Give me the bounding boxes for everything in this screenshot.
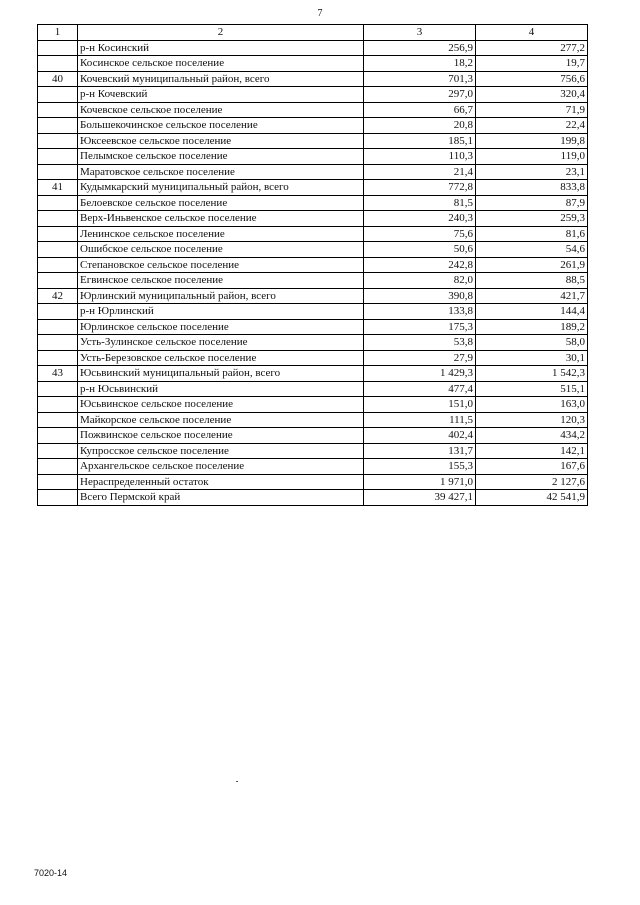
value-col-4-cell: 42 541,9 — [476, 490, 588, 506]
table-row — [38, 211, 588, 227]
table-row — [38, 226, 588, 242]
value-col-3-cell: 1 429,3 — [364, 366, 476, 382]
value-col-3-cell: 131,7 — [364, 443, 476, 459]
row-number-cell — [38, 133, 78, 149]
row-number-cell — [38, 164, 78, 180]
row-number-cell — [38, 381, 78, 397]
territory-name-cell: Кудымкарский муниципальный район, всего — [78, 180, 364, 196]
value-col-3-cell: 66,7 — [364, 102, 476, 118]
row-number-cell — [38, 40, 78, 56]
value-col-3-cell: 175,3 — [364, 319, 476, 335]
value-col-3-cell: 27,9 — [364, 350, 476, 366]
territory-name-cell: Усть-Березовское сельское поселение — [78, 350, 364, 366]
territory-name-cell: Маратовское сельское поселение — [78, 164, 364, 180]
value-col-4-cell: 756,6 — [476, 71, 588, 87]
value-col-3-cell: 75,6 — [364, 226, 476, 242]
value-col-4-cell: 88,5 — [476, 273, 588, 289]
table-row — [38, 288, 588, 304]
value-col-3-cell: 133,8 — [364, 304, 476, 320]
value-col-3-cell: 240,3 — [364, 211, 476, 227]
row-number-cell — [38, 459, 78, 475]
table-row — [38, 180, 588, 196]
value-col-3-cell: 82,0 — [364, 273, 476, 289]
value-col-4-cell: 320,4 — [476, 87, 588, 103]
row-number-cell — [38, 242, 78, 258]
value-col-4-cell: 1 542,3 — [476, 366, 588, 382]
scan-speck — [236, 781, 238, 782]
row-number-cell — [38, 304, 78, 320]
value-col-4-cell: 189,2 — [476, 319, 588, 335]
value-col-4-cell: 421,7 — [476, 288, 588, 304]
territory-name-cell: Архангельское сельское поселение — [78, 459, 364, 475]
table-header — [38, 25, 588, 41]
territory-name-cell: Ленинское сельское поселение — [78, 226, 364, 242]
table-row — [38, 257, 588, 273]
value-col-4-cell: 2 127,6 — [476, 474, 588, 490]
header-row — [38, 25, 588, 41]
row-number-cell: 43 — [38, 366, 78, 382]
value-col-3-cell: 297,0 — [364, 87, 476, 103]
table-row — [38, 56, 588, 72]
table-row — [38, 242, 588, 258]
territory-name-cell: Купросское сельское поселение — [78, 443, 364, 459]
value-col-4-cell: 833,8 — [476, 180, 588, 196]
value-col-3-cell: 256,9 — [364, 40, 476, 56]
territory-name-cell: Ошибское сельское поселение — [78, 242, 364, 258]
territory-name-cell: Косинское сельское поселение — [78, 56, 364, 72]
table-row — [38, 102, 588, 118]
value-col-3-cell: 155,3 — [364, 459, 476, 475]
value-col-4-cell: 120,3 — [476, 412, 588, 428]
table-row — [38, 149, 588, 165]
value-col-4-cell: 71,9 — [476, 102, 588, 118]
territory-name-cell: р-н Косинский — [78, 40, 364, 56]
row-number-cell — [38, 226, 78, 242]
value-col-3-cell: 111,5 — [364, 412, 476, 428]
row-number-cell — [38, 397, 78, 413]
table-row — [38, 459, 588, 475]
value-col-4-cell: 119,0 — [476, 149, 588, 165]
territory-name-cell: Егвинское сельское поселение — [78, 273, 364, 289]
value-col-3-cell: 151,0 — [364, 397, 476, 413]
value-col-4-cell: 19,7 — [476, 56, 588, 72]
row-number-cell — [38, 149, 78, 165]
value-col-3-cell: 477,4 — [364, 381, 476, 397]
row-number-cell — [38, 350, 78, 366]
row-number-cell: 42 — [38, 288, 78, 304]
header-col-4: 4 — [476, 25, 588, 41]
value-col-3-cell: 242,8 — [364, 257, 476, 273]
territory-name-cell: р-н Юрлинский — [78, 304, 364, 320]
value-col-4-cell: 259,3 — [476, 211, 588, 227]
page-number: 7 — [317, 8, 323, 19]
territory-name-cell: Юрлинский муниципальный район, всего — [78, 288, 364, 304]
value-col-4-cell: 23,1 — [476, 164, 588, 180]
row-number-cell — [38, 319, 78, 335]
value-col-3-cell: 20,8 — [364, 118, 476, 134]
value-col-3-cell: 772,8 — [364, 180, 476, 196]
value-col-4-cell: 163,0 — [476, 397, 588, 413]
table-row — [38, 350, 588, 366]
table-row — [38, 381, 588, 397]
row-number-cell — [38, 443, 78, 459]
row-number-cell — [38, 195, 78, 211]
territory-name-cell: Юсьвинское сельское поселение — [78, 397, 364, 413]
territory-name-cell: р-н Кочевский — [78, 87, 364, 103]
table-row — [38, 118, 588, 134]
row-number-cell — [38, 490, 78, 506]
value-col-3-cell: 185,1 — [364, 133, 476, 149]
budget-table — [37, 24, 588, 506]
value-col-3-cell: 39 427,1 — [364, 490, 476, 506]
value-col-3-cell: 110,3 — [364, 149, 476, 165]
territory-name-cell: Кочевский муниципальный район, всего — [78, 71, 364, 87]
value-col-4-cell: 87,9 — [476, 195, 588, 211]
value-col-3-cell: 402,4 — [364, 428, 476, 444]
value-col-4-cell: 142,1 — [476, 443, 588, 459]
territory-name-cell: Юсьвинский муниципальный район, всего — [78, 366, 364, 382]
territory-name-cell: Майкорское сельское поселение — [78, 412, 364, 428]
territory-name-cell: Юрлинское сельское поселение — [78, 319, 364, 335]
row-number-cell — [38, 87, 78, 103]
table-row — [38, 443, 588, 459]
row-number-cell — [38, 257, 78, 273]
table-row — [38, 40, 588, 56]
header-col-2: 2 — [78, 25, 364, 41]
row-number-cell: 40 — [38, 71, 78, 87]
value-col-3-cell: 701,3 — [364, 71, 476, 87]
territory-name-cell: Верх-Иньвенское сельское поселение — [78, 211, 364, 227]
territory-name-cell: Всего Пермской край — [78, 490, 364, 506]
row-number-cell: 41 — [38, 180, 78, 196]
value-col-4-cell: 277,2 — [476, 40, 588, 56]
table-row — [38, 397, 588, 413]
value-col-3-cell: 390,8 — [364, 288, 476, 304]
value-col-3-cell: 1 971,0 — [364, 474, 476, 490]
value-col-4-cell: 261,9 — [476, 257, 588, 273]
territory-name-cell: р-н Юсьвинский — [78, 381, 364, 397]
table-row — [38, 87, 588, 103]
table-row — [38, 490, 588, 506]
value-col-4-cell: 54,6 — [476, 242, 588, 258]
value-col-4-cell: 167,6 — [476, 459, 588, 475]
value-col-3-cell: 81,5 — [364, 195, 476, 211]
table-row — [38, 273, 588, 289]
territory-name-cell: Нераспределенный остаток — [78, 474, 364, 490]
value-col-4-cell: 515,1 — [476, 381, 588, 397]
row-number-cell — [38, 273, 78, 289]
territory-name-cell: Кочевское сельское поселение — [78, 102, 364, 118]
value-col-4-cell: 144,4 — [476, 304, 588, 320]
table-row — [38, 319, 588, 335]
territory-name-cell: Большекочинское сельское поселение — [78, 118, 364, 134]
row-number-cell — [38, 474, 78, 490]
table-row — [38, 164, 588, 180]
value-col-3-cell: 50,6 — [364, 242, 476, 258]
value-col-3-cell: 53,8 — [364, 335, 476, 351]
table-row — [38, 366, 588, 382]
table-row — [38, 304, 588, 320]
table-row — [38, 412, 588, 428]
header-col-1: 1 — [38, 25, 78, 41]
table-row — [38, 71, 588, 87]
value-col-4-cell: 22,4 — [476, 118, 588, 134]
row-number-cell — [38, 56, 78, 72]
table-body — [38, 40, 588, 505]
value-col-4-cell: 434,2 — [476, 428, 588, 444]
value-col-4-cell: 81,6 — [476, 226, 588, 242]
territory-name-cell: Пожвинское сельское поселение — [78, 428, 364, 444]
value-col-4-cell: 199,8 — [476, 133, 588, 149]
row-number-cell — [38, 211, 78, 227]
territory-name-cell: Юксеевское сельское поселение — [78, 133, 364, 149]
table-row — [38, 133, 588, 149]
table-row — [38, 428, 588, 444]
header-col-3: 3 — [364, 25, 476, 41]
row-number-cell — [38, 412, 78, 428]
row-number-cell — [38, 118, 78, 134]
value-col-3-cell: 18,2 — [364, 56, 476, 72]
territory-name-cell: Усть-Зулинское сельское поселение — [78, 335, 364, 351]
row-number-cell — [38, 428, 78, 444]
value-col-4-cell: 58,0 — [476, 335, 588, 351]
territory-name-cell: Степановское сельское поселение — [78, 257, 364, 273]
footer-code: 7020-14 — [34, 868, 68, 878]
table-row — [38, 335, 588, 351]
territory-name-cell: Пелымское сельское поселение — [78, 149, 364, 165]
territory-name-cell: Белоевское сельское поселение — [78, 195, 364, 211]
table-row — [38, 474, 588, 490]
value-col-4-cell: 30,1 — [476, 350, 588, 366]
value-col-3-cell: 21,4 — [364, 164, 476, 180]
row-number-cell — [38, 102, 78, 118]
table-row — [38, 195, 588, 211]
row-number-cell — [38, 335, 78, 351]
